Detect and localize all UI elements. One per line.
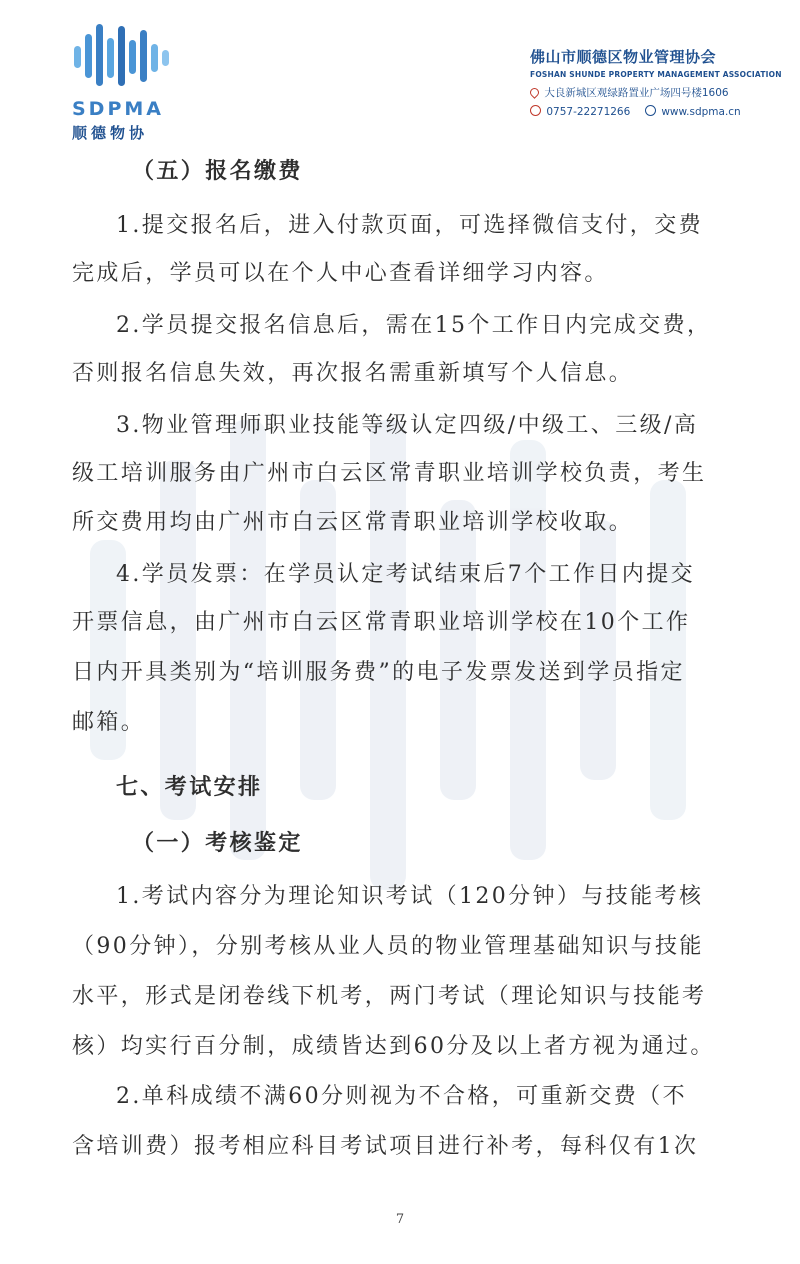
paragraph-line: 2.学员提交报名信息后，需在15个工作日内完成交费， [116,313,712,338]
org-name-cn: 佛山市顺德区物业管理协会 [530,48,717,66]
paragraph-line: 4.学员发票：在学员认定考试结束后7个工作日内提交 [116,562,695,587]
paragraph-line: 核）均实行百分制，成绩皆达到60分及以上者方视为通过。 [72,1034,715,1059]
phone-text: 0757-22271266 [546,106,631,118]
address-text: 大良新城区观绿路置业广场四号楼1606 [544,87,729,99]
org-info [530,46,782,118]
paragraph-line: 级工培训服务由广州市白云区常青职业培训学校负责，考生 [72,461,707,486]
org-contact [530,105,750,118]
paragraph-line: 完成后，学员可以在个人中心查看详细学习内容。 [72,261,609,286]
paragraph-line: 日内开具类别为“培训服务费”的电子发票发送到学员指定 [72,660,685,685]
sdpma-logo [70,24,170,144]
paragraph-line: 邮箱。 [72,710,146,735]
phone-icon [530,105,541,116]
section-heading-exam-arrangement: 七、考试安排 [116,774,263,800]
logo-text: SDPMA [72,98,164,120]
logo-cn-text: 顺德物协 [72,124,149,142]
section-heading-assessment: （一）考核鉴定 [132,830,303,856]
website-text: www.sdpma.cn [661,106,741,118]
letterhead [0,0,800,145]
location-pin-icon [528,86,541,99]
paragraph-line: 1.提交报名后，进入付款页面，可选择微信支付，交费 [116,213,703,238]
section-heading-registration-payment: （五）报名缴费 [132,158,303,184]
paragraph-line: 2.单科成绩不满60分则视为不合格，可重新交费（不 [116,1084,687,1109]
paragraph-line: （90分钟），分别考核从业人员的物业管理基础知识与技能 [72,934,704,959]
paragraph-line: 3.物业管理师职业技能等级认定四级/中级工、三级/高 [116,413,699,438]
paragraph-line: 否则报名信息失效，再次报名需重新填写个人信息。 [72,361,634,386]
paragraph-line: 开票信息，由广州市白云区常青职业培训学校在10个工作 [72,610,691,635]
globe-icon [645,105,656,116]
page-number: 7 [395,1212,405,1227]
logo-bars-icon [74,24,166,90]
org-address [530,85,750,100]
paragraph-line: 水平，形式是闭卷线下机考，两门考试（理论知识与技能考 [72,984,707,1009]
paragraph-line: 所交费用均由广州市白云区常青职业培训学校收取。 [72,510,634,535]
paragraph-line: 1.考试内容分为理论知识考试（120分钟）与技能考核 [116,884,704,909]
org-name-en: FOSHAN SHUNDE PROPERTY MANAGEMENT ASSOCIATION [530,70,782,79]
paragraph-line: 含培训费）报考相应科目考试项目进行补考，每科仅有1次 [72,1134,699,1159]
